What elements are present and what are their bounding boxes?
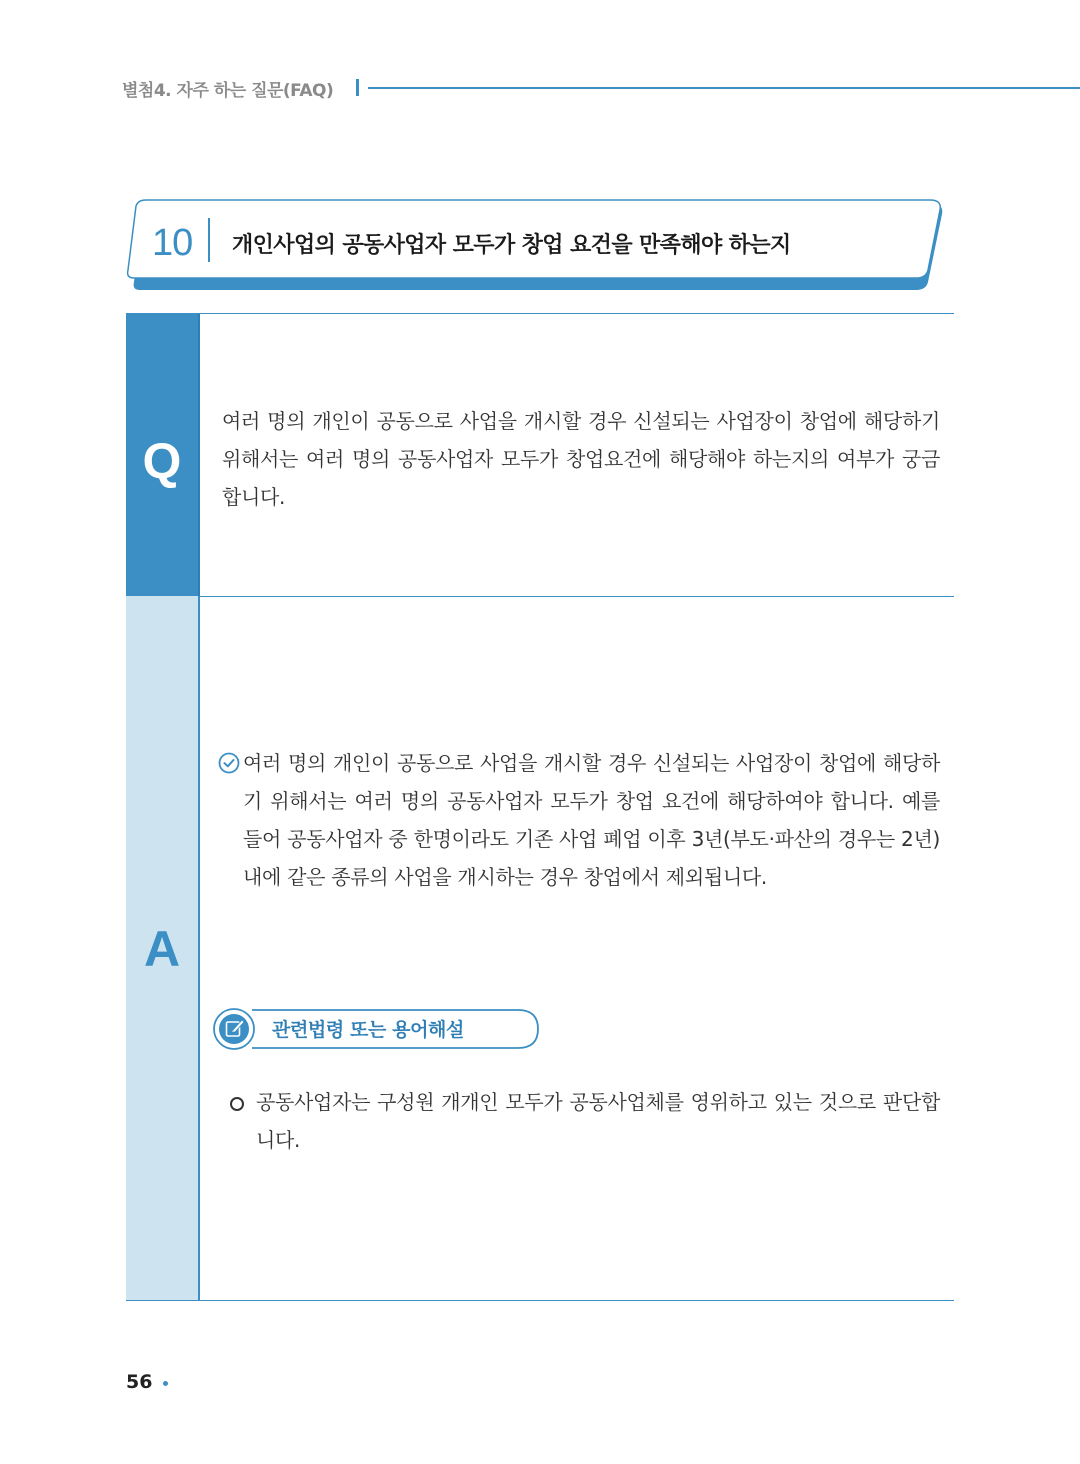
- answer-section: [126, 596, 954, 1301]
- question-sidebar: [126, 314, 200, 596]
- answer-letter: A: [143, 921, 181, 977]
- question-section: [126, 313, 954, 597]
- header-rule: [368, 87, 1080, 89]
- circle-bullet-icon: [230, 1097, 244, 1111]
- header-title: 별첨4. 자주 하는 질문(FAQ): [122, 81, 334, 101]
- question-text: 여러 명의 개인이 공동으로 사업을 개시할 경우 신설되는 사업장이 창업에 해당하기 위해서는 여러 명의 공동사업자 모두가 창업요건에 해당해야 하는지의 여부가 궁금합니다.: [222, 409, 940, 509]
- page-number-dot: [163, 1381, 168, 1386]
- question-letter: Q: [142, 433, 182, 489]
- faq-title: 개인사업의 공동사업자 모두가 창업 요건을 만족해야 하는지: [232, 233, 791, 258]
- terms-heading: 관련법령 또는 용어해설: [272, 1019, 464, 1041]
- terms-bullet-text: 공동사업자는 구성원 개개인 모두가 공동사업체를 영위하고 있는 것으로 판단합니다.: [256, 1090, 940, 1152]
- faq-number: 10: [152, 222, 193, 264]
- check-circle-icon: [218, 752, 240, 774]
- answer-sidebar: [126, 596, 200, 1300]
- page-number: 56: [126, 1371, 153, 1393]
- header-divider: [356, 79, 359, 96]
- title-separator: [208, 218, 210, 262]
- answer-text: 여러 명의 개인이 공동으로 사업을 개시할 경우 신설되는 사업장이 창업에 해당하기 위해서는 여러 명의 공동사업자 모두가 창업 요건에 해당하여야 합니다. 예를 들어 공동사업자 중 한명이라도 기존 사업 폐업 이후 3년(부도·파산의 경우는 2년) 내에 같은 종류의 사업을 개시하는 경우 창업에서 제외됩니다.: [243, 751, 940, 889]
- running-header: [122, 76, 1080, 102]
